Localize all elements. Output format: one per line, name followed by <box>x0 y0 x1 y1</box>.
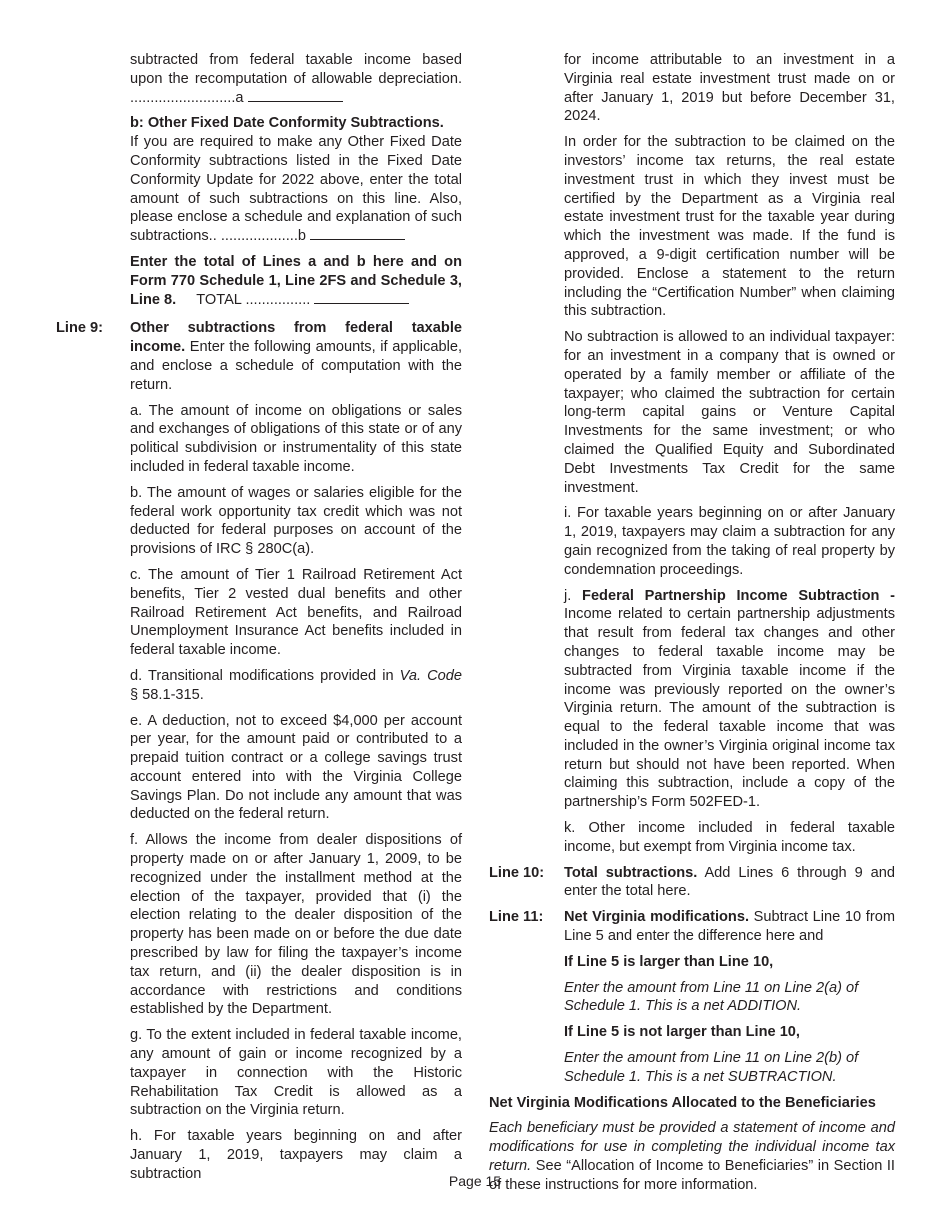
line-11-text: Subtract Line 10 from Line 5 and enter the difference here and <box>564 909 895 945</box>
item-e: e. A deduction, not to exceed $4,000 per account per year, for the amount paid or contributed to a prepaid tuition contract or a college savings trust account entered into with the Virginia College Savings Plan. Do not include any amount that was deducted on the federal return. <box>130 712 462 823</box>
line-b-leader: ...................b <box>216 228 307 245</box>
total-leader: ................ <box>241 291 311 308</box>
item-d <box>130 667 462 705</box>
depreciation-paragraph <box>130 51 462 107</box>
if-larger-text: Enter the amount from Line 11 on Line 2(a) of Schedule 1. This is a net ADDITION. <box>564 979 859 1015</box>
line-10-label: Line 10: <box>489 864 545 881</box>
line-11-label: Line 11: <box>489 909 544 926</box>
line-10-heading: Total subtractions. <box>564 864 698 881</box>
beneficiaries-heading: Net Virginia Modifications Allocated to the Beneficiaries <box>489 1094 876 1111</box>
item-i: i. For taxable years beginning on or after January 1, 2019, taxpayers may claim a subtraction for any gain recognized from the taking of real property by condemnation proceedings. <box>564 505 895 578</box>
item-j-label: j. <box>564 587 583 604</box>
line-11-text-block <box>564 908 895 946</box>
line-9-intro <box>130 319 462 394</box>
if-larger-heading: If Line 5 is larger than Line 10, <box>564 953 774 970</box>
item-k: k. Other income included in federal taxable income, but exempt from Virginia income tax. <box>564 820 895 855</box>
if-not-larger-heading: If Line 5 is not larger than Line 10, <box>564 1024 800 1041</box>
item-h-continued: for income attributable to an investment in a Virginia real estate investment trust made on or after January 1, 2019 but before December 31, 2024. <box>564 52 895 125</box>
line-9-label: Line 9: <box>56 320 104 337</box>
item-j <box>564 587 895 813</box>
item-b: b. The amount of wages or salaries eligible for the federal work opportunity tax credit which was not deducted for federal purposes on account of the provisions of IRC § 280C(a). <box>130 484 462 558</box>
left-column <box>56 51 462 1191</box>
if-not-larger-text: Enter the amount from Line 11 on Line 2(b) of Schedule 1. This is a net SUBTRACTION. <box>564 1050 859 1085</box>
line-10-text: Add Lines 6 through 9 and enter the total here. <box>564 864 895 900</box>
reit-paragraph-2: No subtraction is allowed to an individual taxpayer: for an investment in a company that is owned or operated by a family member or affiliate of the taxpayer; who claimed the subtraction for certain long-term capital gains or Venture Capital Investments for the same investment; or who claimed the Qualified Equity and Subordinated Debt Investments Tax Credit for the same investment. <box>564 329 895 496</box>
item-d-code: Va. Code <box>399 667 462 684</box>
line-a-blank[interactable] <box>248 89 343 102</box>
item-a: a. The amount of income on obligations or sales and exchanges of obligations of this state or of any political subdivision or instrumentality of this state included in federal taxable income. <box>130 402 462 475</box>
other-fixed-date-text: If you are required to make any Other Fixed Date Conformity subtractions listed in the Fixed Date Conformity Update for 2022 above, enter the total amount of such subtractions on this line. Also, please enclose a schedule and explanation of such subtractions.. <box>130 134 462 245</box>
item-h: h. For taxable years beginning on and after January 1, 2019, taxpayers may claim a subtraction <box>130 1128 462 1182</box>
item-j-heading: Federal Partnership Income Subtraction - <box>582 587 895 604</box>
line-9-heading: Other subtractions from federal taxable income. <box>130 320 462 356</box>
item-d-section: § 58.1-315. <box>130 686 204 703</box>
right-column <box>489 51 895 1202</box>
item-j-text: Income related to certain partnership adjustments that result from federal tax changes and other changes to federal taxable income may be subtracted from Virginia taxable income if the income was previously reported on the owner’s Virginia return. The amount of the subtraction is equal to the federal taxable income that was included in the owner’s Virginia original income tax return but should not have been reported. When claiming this subtraction, include a copy of the partnership’s Form 502FED-1. <box>564 606 895 811</box>
other-fixed-date-heading: b: Other Fixed Date Conformity Subtractions. <box>130 115 444 132</box>
line-10-text-block <box>564 864 895 902</box>
beneficiaries-italic: Each beneficiary must be provided a statement of income and modifications for use in completing the individual income tax return. <box>489 1120 895 1175</box>
total-label: TOTAL <box>196 291 242 308</box>
line-11-heading: Net Virginia modifications. <box>564 909 750 926</box>
depreciation-text: subtracted from federal taxable income based upon the recomputation of allowable depreciation. <box>130 52 462 87</box>
line-a-leader: ..........................a <box>130 89 244 106</box>
item-c: c. The amount of Tier 1 Railroad Retirement Act benefits, Tier 2 vested dual benefits and other Railroad Retirement Act benefits, and Railroad Unemployment Insurance Act benefits included in federal taxable income. <box>130 566 462 659</box>
total-paragraph <box>130 253 462 309</box>
line-11-block <box>489 908 895 946</box>
item-d-text: d. Transitional modifications provided in <box>130 667 400 684</box>
item-f: f. Allows the income from dealer dispositions of property made on or after January 1, 2009, to be recognized under the installment method at the election of the taxpayer, provided that (i) the election relating to the dealer disposition of the property has been made on or before the due date prescribed by law for filing the taxpayer’s income tax return, and (ii) the dealer disposition is in accordance with restrictions and conditions established by the Department. <box>130 832 462 1018</box>
line-9-block <box>56 319 462 394</box>
item-g: g. To the extent included in federal taxable income, any amount of gain or income recognized by a taxpayer in connection with the Historic Rehabilitation Tax Credit is allowed as a subtraction on the Virginia return. <box>130 1027 462 1119</box>
line-b-blank[interactable] <box>310 227 405 240</box>
other-fixed-date-paragraph <box>130 114 462 246</box>
reit-paragraph-1: In order for the subtraction to be claimed on the investors’ income tax returns, the real estate investment trust in which they invest must be certified by the Department as a Virginia real estate investment trust for the taxable year during which the investment was made. If the fund is approved, a 9-digit certification number will be provided. Enclose a statement to the return including the “Certification Number” when claiming this subtraction. <box>564 134 895 320</box>
line-10-block <box>489 864 895 902</box>
line-9-text: Enter the following amounts, if applicable, and enclose a schedule of computation with the return. <box>130 339 462 393</box>
total-blank[interactable] <box>314 291 409 304</box>
beneficiaries-text: See “Allocation of Income to Beneficiaries” in Section II of these instructions for more information. <box>489 1158 895 1193</box>
total-instruction: Enter the total of Lines a and b here and on Form 770 Schedule 1, Line 2FS and Schedule 3, Line 8. <box>130 253 462 308</box>
page-number: Page 15 <box>448 1173 502 1189</box>
